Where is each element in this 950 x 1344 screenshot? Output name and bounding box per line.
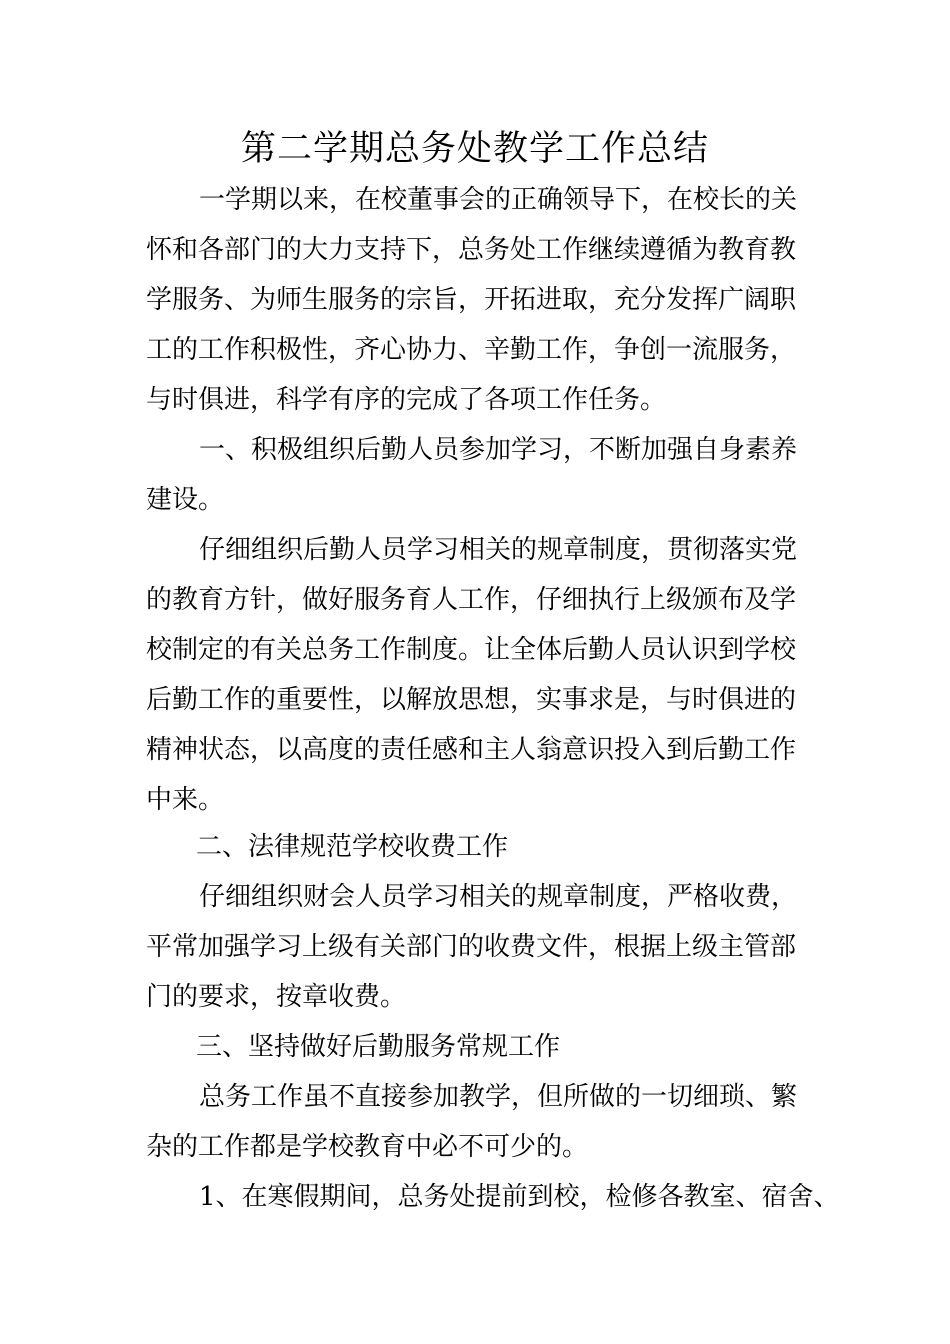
text-line: 仔细组织财会人员学习相关的规章制度，严格收费，	[199, 882, 798, 912]
section-heading: 二、法律规范学校收费工作	[196, 832, 509, 862]
section-heading: 一、积极组织后勤人员参加学习，不断加强自身素养	[199, 435, 798, 465]
text-line: 与时俱进，科学有序的完成了各项工作任务。	[146, 385, 667, 415]
text-line: 学服务、为师生服务的宗旨，开拓进取，充分发挥广阔职	[146, 285, 797, 315]
text-line: 门的要求，按章收费。	[146, 982, 407, 1012]
text-line: 平常加强学习上级有关部门的收费文件，根据上级主管部	[146, 932, 797, 962]
document-title: 第二学期总务处教学工作总结	[240, 129, 709, 169]
section-heading: 三、坚持做好后勤服务常规工作	[196, 1032, 561, 1062]
text-line: 怀和各部门的大力支持下，总务处工作继续遵循为教育教	[146, 235, 797, 265]
text-line: 校制定的有关总务工作制度。让全体后勤人员认识到学校	[146, 635, 797, 665]
text-line: 精神状态，以高度的责任感和主人翁意识投入到后勤工作	[146, 735, 797, 765]
text-line: 杂的工作都是学校教育中必不可少的。	[146, 1132, 589, 1162]
text-line: 总务工作虽不直接参加教学，但所做的一切细琐、繁	[199, 1082, 798, 1112]
text-line: 中来。	[146, 785, 225, 815]
text-line: 工的工作积极性，齐心协力、辛勤工作，争创一流服务，	[146, 335, 797, 365]
text-line: 1、在寒假期间，总务处提前到校，检修各教室、宿舍、	[199, 1182, 840, 1212]
text-line: 后勤工作的重要性，以解放思想，实事求是，与时俱进的	[146, 685, 797, 715]
text-line: 一学期以来，在校董事会的正确领导下，在校长的关	[199, 185, 798, 215]
text-line: 建设。	[146, 485, 225, 515]
text-line: 的教育方针，做好服务育人工作，仔细执行上级颁布及学	[146, 585, 797, 615]
text-line: 仔细组织后勤人员学习相关的规章制度，贯彻落实党	[199, 535, 798, 565]
